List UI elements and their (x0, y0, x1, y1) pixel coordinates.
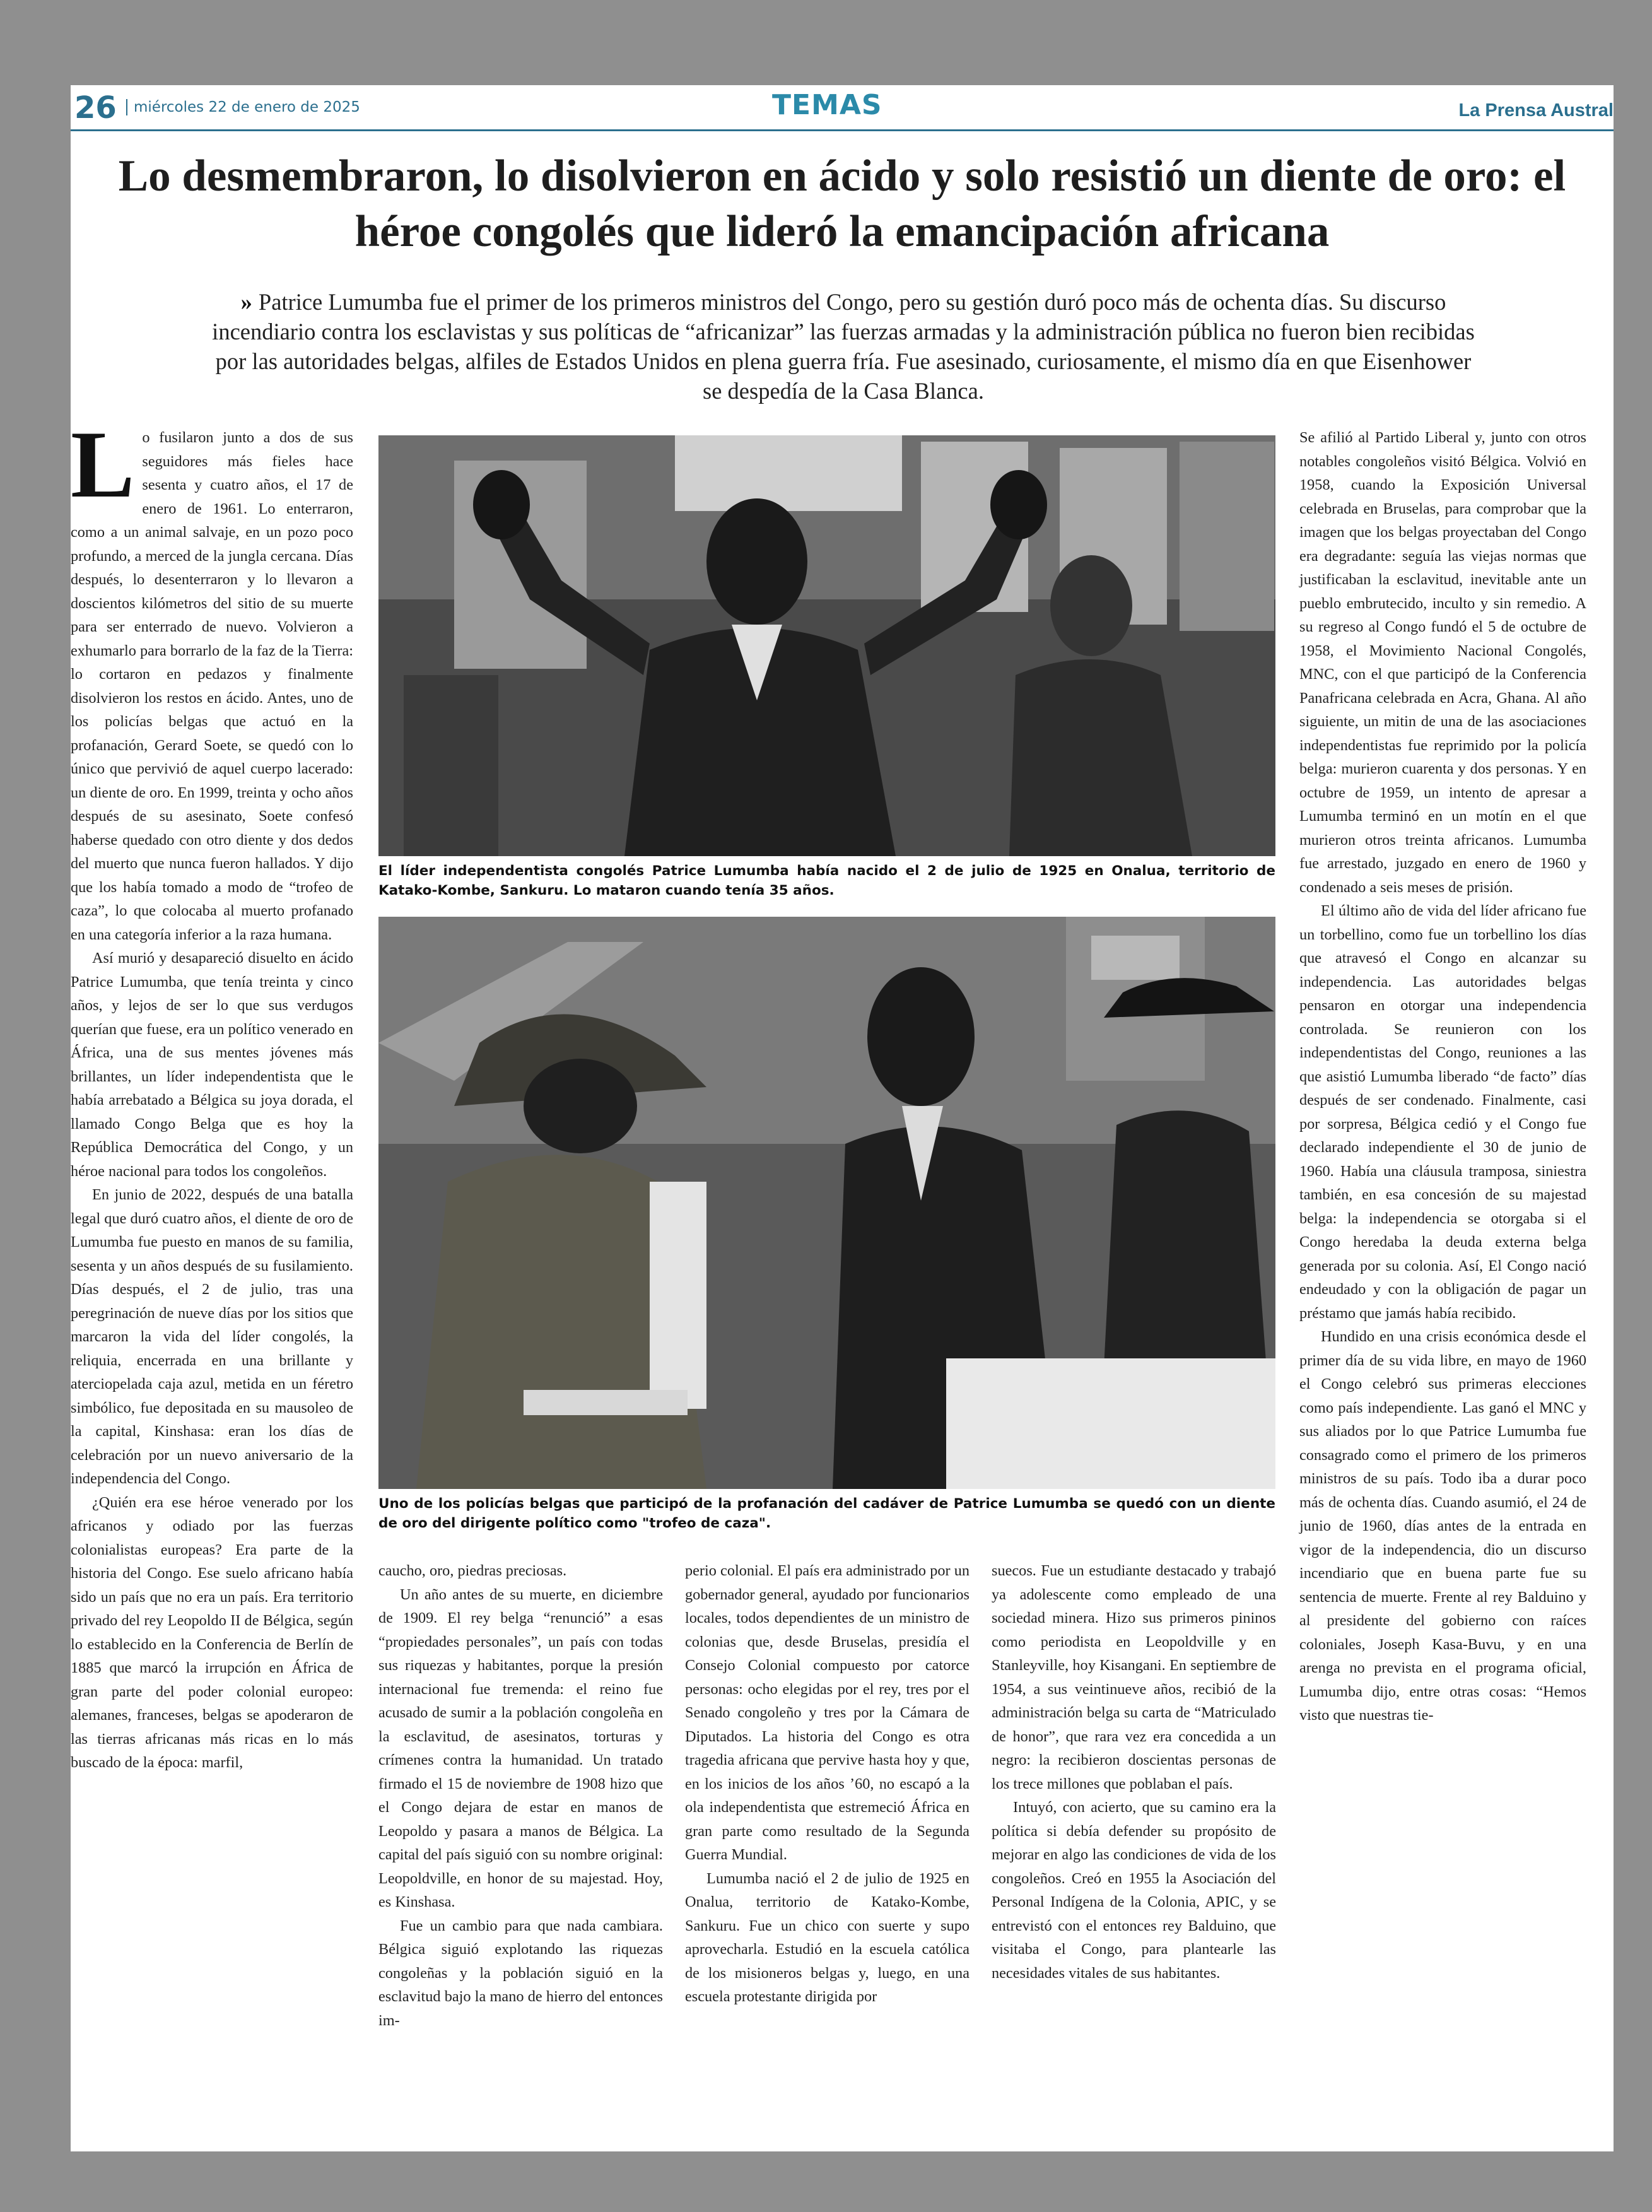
deck (203, 287, 1484, 406)
column-2 (378, 1559, 663, 2032)
photo-caption-1: El líder independentista congolés Patrice Lumumba había nacido el 2 de julio de 1925 en Onalua, territorio de Katako-Kombe, Sankuru. Lo mataron cuando tenía 35 años. (378, 863, 1275, 898)
photo-lumumba-raised-arms-image (378, 435, 1275, 856)
paragraph: El último año de vida del líder africano fue un torbellino, como fue un torbellino los días que atravesó el Congo en alcanzar su independencia. Las autoridades belgas pensaron en otorgar una independencia controlada. Se reunieron con los independentistas del Congo, reuniones a las que asistió Lumumba liberado “de facto” días después de ser condenado. Finalmente, casi por sorpresa, Bélgica cedió y el Congo fue declarado independiente el 30 de junio de 1960. Había una cláusula tramposa, siniestra también, en esa concesión de su majestad belga: la independencia se otorgaba si el Congo heredaba la deuda externa belga generada por su colonia. Así, El Congo nació endeudado y con la obligación de pagar un préstamo que jamás había recibido. (1299, 902, 1586, 1322)
newspaper-page (71, 85, 1614, 2151)
issue-date: miércoles 22 de enero de 2025 (126, 99, 360, 115)
paragraph: En junio de 2022, después de una batalla legal que duró cuatro años, el diente de oro de Lumumba fue puesto en manos de su familia, sesenta y un años después de su fusilamiento. Días después, el 2 de julio, tras una peregrinación de nueve días por los sitios que marcaron la vida del líder congolés, la reliquia, encerrada en una brillante y aterciopelada caja azul, metida en un féretro simbólico, fue depositada en su mausoleo de la capital, Kinshasa: eran los días de celebración por un nuevo aniversario de la independencia del Congo. (71, 1186, 353, 1487)
page-number: 26 (74, 90, 117, 126)
photo-lumumba-signing-image (378, 917, 1275, 1489)
photo-caption-2: Uno de los policías belgas que participó de la profanación del cadáver de Patrice Lumumba se quedó con un diente de oro del dirigente político como "trofeo de caza". (378, 1496, 1275, 1531)
paragraph: Se afilió al Partido Liberal y, junto con otros notables congoleños visitó Bélgica. Volvió en 1958, cuando la Exposición Universal celebrada en Bruselas, para comprobar que la imagen que los belgas proyectaban del Congo era degradante: seguía las viejas normas que justificaban la esclavitud, inevitable ante un pueblo embrutecido, inculto y sin remedio. A su regreso al Congo fundó el 5 de octubre de 1958, el Movimiento Nacional Congolés, MNC, con el que participó de la Conferencia Panafricana celebrada en Acra, Ghana. Al año siguiente, un mitin de una de las asociaciones independentistas fue reprimido por la policía belga: murieron cuarenta y dos personas. Y en octubre de 1959, un intento de apresar a Lumumba terminó en un motín en el que murieron otros treinta africanos. Lumumba fue arrestado, juzgado en enero de 1960 y condenado a seis meses de prisión. (1299, 429, 1586, 896)
drop-cap: L (71, 411, 135, 517)
deck-text: Patrice Lumumba fue el primer de los primeros ministros del Congo, pero su gestión duró poco más de ochenta días. Su discurso incendiario contra los esclavistas y sus políticas de “africanizar” las fuerzas armadas y la administración pública no fueron bien recibidas por las autoridades belgas, alfiles de Estados Unidos en plena guerra fría. Fue asesinado, curiosamente, el mismo día en que Eisenhower se despedía de la Casa Blanca. (212, 289, 1475, 404)
column-1 (71, 411, 353, 1775)
photo-lumumba-raised-arms (378, 435, 1275, 856)
paragraph: suecos. Fue un estudiante destacado y trabajó ya adolescente como empleado de una sociedad minera. Hizo sus primeros pininos como periodista en Leopoldville y en Stanleyville, hoy Kisangani. En septiembre de 1954, a sus veintinueve años, recibió de la administración belga su carta de “Matriculado de honor”, que rara vez era concedida a un negro: la recibieron doscientas personas de los trece millones que poblaban el país. (992, 1562, 1276, 1792)
section-name: TEMAS (772, 89, 882, 121)
column-3 (685, 1559, 970, 2009)
header-rule (71, 129, 1614, 131)
paragraph: caucho, oro, piedras preciosas. (378, 1562, 567, 1579)
paragraph: Hundido en una crisis económica desde el primer día de su vida libre, en mayo de 1960 el Congo celebró sus primeras elecciones como país independiente. Las ganó el MNC y sus aliados por lo que Patrice Lumumba fue consagrado como el primero de los primeros ministros de su país. Todo iba a durar poco más de ochenta días. Cuando asumió, el 24 de junio de 1960, días antes de la entrada en vigor de la independencia, dio un discurso incendiario que en buena parte fue su sentencia de muerte. Frente al rey Balduino y al presidente del gobierno con raíces coloniales, Joseph Kasa-Buvu, y en una arenga no prevista en el programa oficial, Lumumba dijo, entre otras cosas: “Hemos visto que nuestras tie- (1299, 1328, 1586, 1724)
paragraph: Fue un cambio para que nada cambiara. Bélgica siguió explotando las riquezas congoleñas y la población siguió en la esclavitud bajo la mano de hierro del entonces im- (378, 1917, 663, 2029)
paragraph: Intuyó, con acierto, que su camino era la política si debía defender su propósito de mejorar en algo las condiciones de vida de los congoleños. Creó en 1955 la Asociación del Personal Indígena de la Colonia, APIC, y se entrevistó con el entonces rey Balduino, que visitaba el Congo, para plantearle las necesidades vitales de sus habitantes. (992, 1799, 1276, 1982)
page-header (71, 85, 1614, 129)
deck-arrow-icon: » (240, 289, 252, 315)
paragraph: ¿Quién era ese héroe venerado por los africanos y odiado por las fuerzas colonialistas europeas? Era parte de la historia del Congo. Ese suelo africano había sido un país que no era un país. Era territorio privado del rey Leopoldo II de Bélgica, según lo establecido en la Conferencia de Berlín de 1885 que marcó la irrupción en África de gran parte del poder colonial europeo: alemanes, franceses, belgas se apoderaron de las tierras africanas más ricas en lo más buscado de la época: marfil, (71, 1493, 353, 1771)
column-5 (1299, 426, 1586, 1727)
newspaper-name: La Prensa Austral (1458, 100, 1614, 121)
photo-lumumba-signing (378, 917, 1275, 1489)
column-4 (992, 1559, 1276, 1985)
paragraph: Lumumba nació el 2 de julio de 1925 en Onalua, territorio de Katako-Kombe, Sankuru. Fue un chico con suerte y supo aprovecharla. Estudió en la escuela católica de los misioneros belgas y, luego, en una escuela protestante dirigida por (685, 1869, 970, 2005)
paragraph: Lo fusilaron junto a dos de sus seguidores más fieles hace sesenta y cuatro años, el 17 de enero de 1961. Lo enterraron, como a un animal salvaje, en un pozo poco profundo, a merced de la jungla cercana. Días después, lo desenterraron y lo llevaron a doscientos kilómetros del sitio de su muerte para ser enterrado de nuevo. Volvieron a exhumarlo para borrarlo de la faz de la Tierra: lo cortaron en pedazos y finalmente disolvieron los restos en ácido. Antes, uno de los policías belgas que actuó en la profanación, Gerard Soete, se quedó con lo único que pervivió de aquel cuerpo lacerado: un diente de oro. En 1999, treinta y ocho años después de su asesinato, Soete confesó haberse quedado con otro diente y dos dedos del muerto que nunca fueron hallados. Y dijo que los había tomado a modo de “trofeo de caza”, lo que colocaba al muerto profanado en una categoría inferior a la raza humana. (71, 411, 353, 943)
paragraph: Así murió y desapareció disuelto en ácido Patrice Lumumba, que tenía treinta y cinco años, y lejos de ser lo que sus verdugos querían que fuese, era un político venerado en África, una de sus mentes jóvenes más brillantes, un líder independentista que le había arrebatado a Bélgica su joya dorada, el llamado Congo Belga que es hoy la República Democrática del Congo, y un héroe nacional para todos los congoleños. (71, 950, 353, 1180)
headline: Lo desmembraron, lo disolvieron en ácido y solo resistió un diente de oro: el héroe congolés que lideró la emancipación africana (118, 151, 1566, 256)
paragraph: perio colonial. El país era administrado por un gobernador general, ayudado por funcionarios locales, todos dependientes de un ministro de colonias que, desde Bruselas, presidía el Consejo Colonial compuesto por catorce personas: ocho elegidas por el rey, tres por el Senado congoleño y tres por la Cámara de Diputados. La historia del Congo es otra tragedia africana que pervive hasta hoy y que, en los inicios de los años ’60, no escapó a la ola independentista que estremeció África en gran parte como resultado de la Segunda Guerra Mundial. (685, 1562, 970, 1863)
paragraph: Un año antes de su muerte, en diciembre de 1909. El rey belga “renunció” a esas “propiedades personales”, un país con todas sus riquezas y habitantes, porque la presión internacional fue tremenda: el reino fue acusado de sumir a la población congoleña en la esclavitud, de asesinatos, torturas y crímenes contra la humanidad. Un tratado firmado el 15 de noviembre de 1908 hizo que el Congo dejara de estar en manos de Leopoldo y pasara a manos de Bélgica. La capital del país siguió con su nombre original: Leopoldville, en honor de su majestad. Hoy, es Kinshasa. (378, 1585, 663, 1910)
